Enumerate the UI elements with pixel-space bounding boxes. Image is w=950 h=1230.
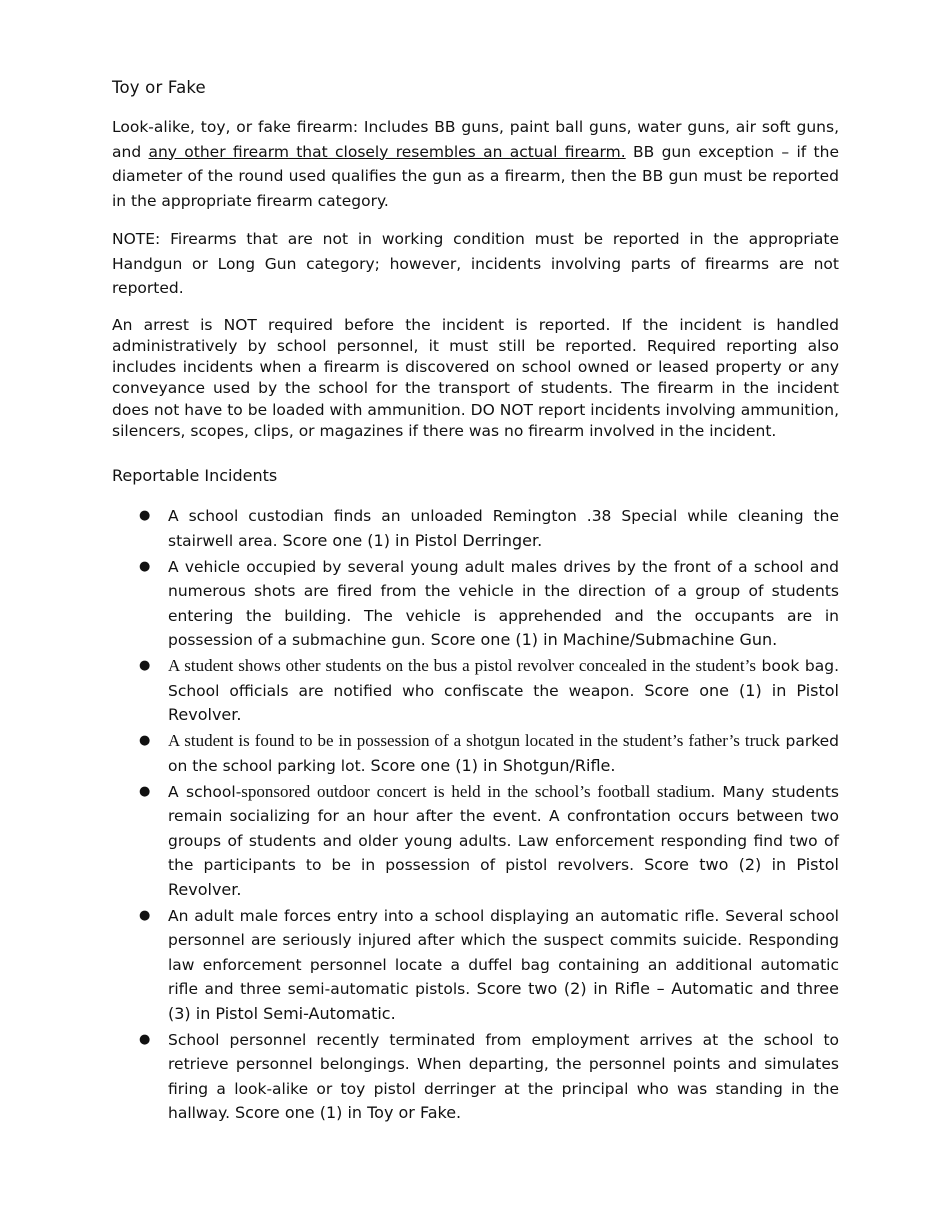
document-page [112, 76, 839, 1127]
reportable-incidents-heading: Reportable Incidents [112, 466, 278, 486]
incident-score: Score one (1) in Toy or Fake. [234, 1103, 462, 1123]
list-item [112, 904, 839, 1027]
incident-text: book bag. School officials are notified who confiscate the weapon. [168, 657, 839, 700]
arrest-paragraph: An arrest is NOT required before the incident is reported. If the incident is handled administratively by school personnel, it must still be reported. Required reporting also includes incidents when a firearm is discovered on school owned or leased property or any conveyance used by the school for the transport of students. The firearm in the incident does not have to be loaded with ammunition. DO NOT report incidents involving ammunition, silencers, scopes, clips, or magazines if there was no firearm involved in the incident. [112, 315, 839, 440]
bullet-icon: ● [139, 658, 151, 674]
list-item [112, 1028, 839, 1126]
incident-score: Score one (1) in Pistol Derringer. [282, 530, 543, 550]
incident-text: Many students remain socializing for an hour after the event. A confrontation occurs between two groups of students and older young adults. Law enforcement responding find two of the participants to be in possession of pistol revolvers. [168, 782, 839, 875]
incident-text-pre: A school- [168, 782, 242, 801]
incident-text: School personnel recently terminated from employment arrives at the school to retrieve personnel belongings. When departing, the personnel points and simulates firing a look-alike or toy pistol derringer at the principal who was standing in the hallway. [168, 1030, 839, 1123]
list-item [112, 654, 839, 728]
list-item [112, 729, 839, 778]
incident-text: A vehicle occupied by several young adult males drives by the front of a school and numerous shots are fired from the vehicle in the direction of a group of students entering the building. The vehicle is apprehended and the occupants are in possession of a submachine gun. [168, 557, 839, 650]
definition-paragraph [112, 115, 839, 213]
list-item [112, 504, 839, 553]
incident-lead: sponsored outdoor concert is held in the school’s football stadium. [241, 781, 715, 801]
incident-score: Score one (1) in Shotgun/Rifle. [370, 755, 616, 775]
incident-score: Score one (1) in Pistol Revolver. [168, 680, 840, 725]
incident-text: An adult male forces entry into a school displaying an automatic rifle. Several school personnel are seriously injured after which the suspect commits suicide. Responding law enforcement personnel locate a duffel bag containing an additional automatic rifle and three semi-automatic pistols. [168, 906, 839, 999]
bullet-icon: ● [139, 558, 151, 574]
bullet-icon: ● [139, 1031, 151, 1047]
bullet-icon: ● [139, 733, 151, 749]
bullet-icon: ● [139, 783, 151, 799]
definition-text-a: Look-alike, toy, or fake firearm: Includes BB guns, paint ball guns, water guns, air soft guns, and [112, 118, 839, 161]
incident-score: Score two (2) in Pistol Revolver. [168, 855, 840, 899]
definition-text-b: BB gun exception – if the diameter of the round used qualifies the gun as a firearm, then the BB gun must be reported in the appropriate firearm category. [112, 142, 839, 210]
list-item [112, 780, 839, 903]
incident-score: Score one (1) in Machine/Submachine Gun. [430, 630, 778, 650]
incident-lead: A student is found to be in possession of a shotgun located in the student’s father’s truck [168, 731, 780, 751]
definition-underlined: any other firearm that closely resembles an actual firearm. [148, 142, 626, 161]
incident-list [112, 504, 839, 1126]
note-paragraph: NOTE: Firearms that are not in working condition must be reported in the appropriate Handgun or Long Gun category; however, incidents involving parts of firearms are not reported. [112, 230, 839, 297]
incident-lead: A student shows other students on the bus a pistol revolver concealed in the student’s [168, 656, 756, 676]
section-title: Toy or Fake [112, 78, 206, 97]
incident-score: Score two (2) in Rifle – Automatic and three (3) in Pistol Semi-Automatic. [168, 979, 839, 1023]
incident-text: A school custodian finds an unloaded Remington .38 Special while cleaning the stairwell area. [168, 507, 839, 550]
incident-text: parked on the school parking lot. [168, 732, 840, 775]
bullet-icon: ● [139, 907, 151, 923]
bullet-icon: ● [139, 508, 151, 524]
list-item [112, 555, 839, 653]
